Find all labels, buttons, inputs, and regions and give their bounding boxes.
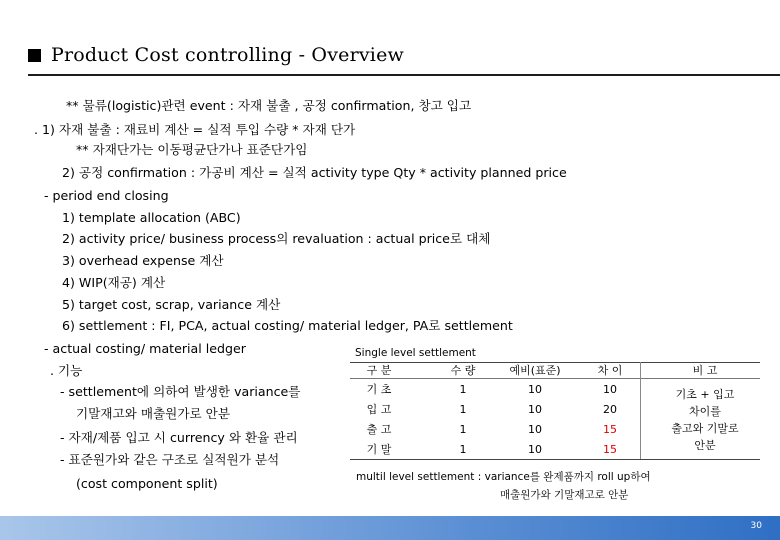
- title-divider: [28, 74, 780, 76]
- table-cell-highlight: 15: [603, 443, 617, 456]
- text-line: 1) template allocation (ABC): [62, 210, 241, 225]
- text-line: . 기능: [50, 363, 83, 378]
- page-number: 30: [750, 521, 762, 531]
- table-cell: 10: [528, 443, 542, 456]
- table-note-line: 출고와 기말로: [671, 422, 739, 435]
- table-cell: 1: [459, 423, 467, 436]
- table-note-line: 차이를: [689, 405, 721, 418]
- text-line: ** 자재단가는 이동평균단가나 표준단가임: [76, 142, 308, 157]
- table-cell: 출 고: [366, 423, 392, 436]
- table-cell: 1: [459, 383, 467, 396]
- table-header: 비 고: [692, 364, 718, 377]
- text-line: 2) 공정 confirmation : 가공비 계산 = 실적 activity type Qty * activity planned price: [62, 165, 567, 180]
- table-note-line: 안분: [694, 439, 716, 452]
- table-cell: 1: [459, 403, 467, 416]
- square-bullet-icon: [28, 49, 41, 62]
- table-cell: 10: [603, 383, 617, 396]
- text-line: (cost component split): [76, 476, 218, 491]
- footer-bar: [0, 516, 780, 540]
- table-cell: 입 고: [366, 403, 392, 416]
- table-cell: 기 말: [366, 443, 392, 456]
- table-bottom-border: [350, 459, 760, 460]
- table-top-border: [350, 362, 760, 363]
- table-cell: 10: [528, 403, 542, 416]
- page-title: Product Cost controlling - Overview: [51, 44, 404, 66]
- table-cell: 1: [459, 443, 467, 456]
- text-line: - 자재/제품 입고 시 currency 와 환율 관리: [60, 430, 298, 445]
- text-line: 2) activity price/ business process의 revaluation : actual price로 대체: [62, 231, 491, 246]
- text-line: 3) overhead expense 계산: [62, 253, 224, 268]
- text-line: 기말재고와 매출원가로 안분: [76, 406, 230, 421]
- table-caption: Single level settlement: [355, 347, 476, 359]
- table-cell-highlight: 15: [603, 423, 617, 436]
- table-header: 예비(표준): [509, 364, 561, 377]
- text-line: 5) target cost, scrap, variance 계산: [62, 297, 281, 312]
- table-cell: 10: [528, 423, 542, 436]
- text-line: - actual costing/ material ledger: [44, 341, 246, 356]
- text-line: - settlement에 의하여 발생한 variance를: [60, 384, 301, 399]
- text-line: - period end closing: [44, 188, 169, 203]
- multi-level-note: 매출원가와 기말재고로 안분: [500, 489, 629, 501]
- multi-level-note: multil level settlement : variance를 완제품까지 roll up하여: [356, 471, 651, 483]
- header: [28, 44, 404, 66]
- table-cell: 20: [603, 403, 617, 416]
- text-line: . 1) 자재 불출 : 재료비 계산 = 실적 투입 수량 * 자재 단가: [34, 122, 356, 137]
- text-line: ** 물류(logistic)관련 event : 자재 불출 , 공정 confirmation, 창고 입고: [66, 98, 472, 113]
- table-header: 수 량: [450, 364, 476, 377]
- table-cell: 10: [528, 383, 542, 396]
- table-header: 구 분: [366, 364, 392, 377]
- table-cell: 기 초: [366, 383, 392, 396]
- text-line: 4) WIP(재공) 계산: [62, 275, 166, 290]
- table-header: 차 이: [597, 364, 623, 377]
- text-line: - 표준원가와 같은 구조로 실적원가 분석: [60, 452, 280, 467]
- table-header-divider: [350, 378, 760, 379]
- table-note-line: 기초 + 입고: [675, 388, 735, 401]
- text-line: 6) settlement : FI, PCA, actual costing/ material ledger, PA로 settlement: [62, 318, 513, 333]
